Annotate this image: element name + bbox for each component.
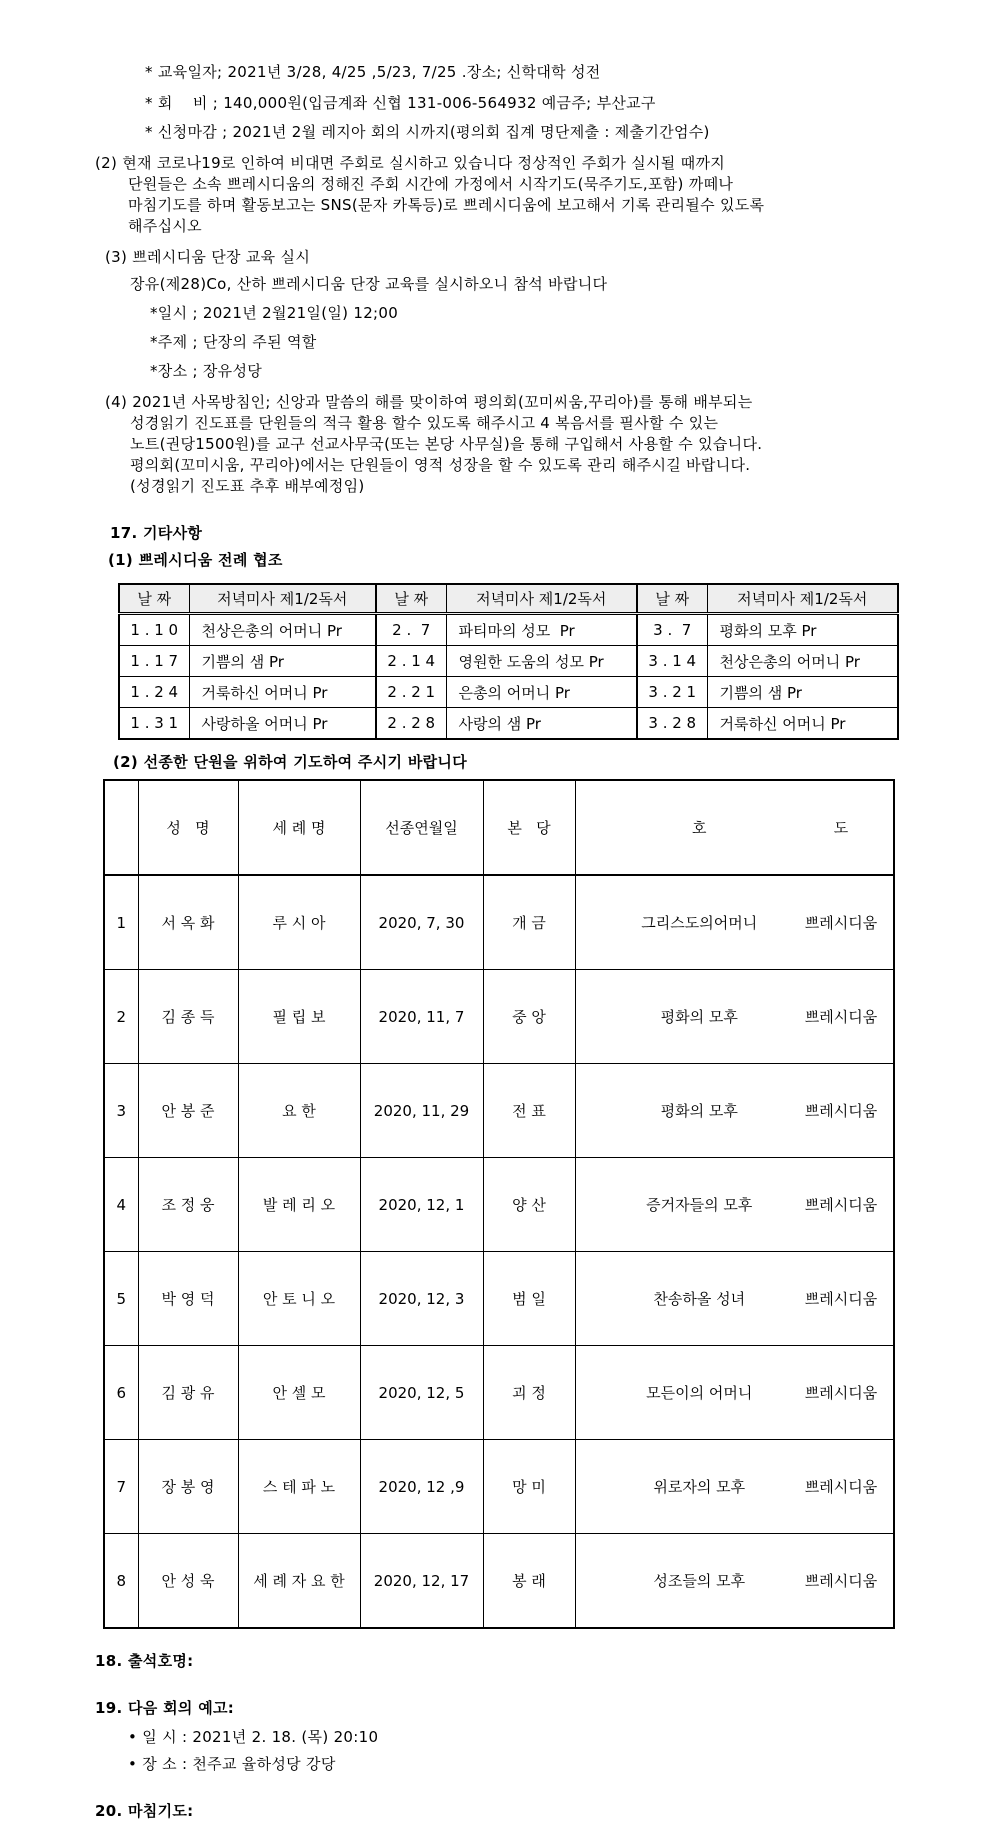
cell-date: 3 . 2 1: [637, 677, 707, 708]
presidium-org: 쁘레시디움: [804, 1478, 878, 1496]
cell-date: 3 . 7: [637, 614, 707, 646]
table-row: [104, 875, 894, 970]
cell-name: 김 종 득: [138, 970, 238, 1064]
item-3-sub-topic: *주제 ; 단장의 주된 역할: [150, 333, 317, 351]
presidium-org: 쁘레시디움: [804, 914, 878, 932]
header-cell-name: 성 명: [138, 780, 238, 875]
cell-date: 1 . 3 1: [119, 708, 189, 740]
cell-date: 1 . 1 0: [119, 614, 189, 646]
presidium-org: 쁘레시디움: [804, 1572, 878, 1590]
presidium-cell-layout: [578, 1570, 892, 1591]
header-cell-reading: 저녁미사 제1/2독서: [189, 584, 376, 614]
cell-date: 2020, 12 ,9: [360, 1440, 483, 1534]
header-cell-date: 날 짜: [637, 584, 707, 614]
cell-date: 3 . 2 8: [637, 708, 707, 740]
cell-date: 1 . 2 4: [119, 677, 189, 708]
presidium-cell-layout: [578, 1382, 892, 1403]
header-do: 도: [833, 819, 849, 837]
table-row: [104, 970, 894, 1064]
section-20-title: 20. 마침기도:: [95, 1802, 194, 1820]
cell-name: 안 봉 준: [138, 1064, 238, 1158]
cell-date: 3 . 1 4: [637, 646, 707, 677]
presidium-org: 쁘레시디움: [804, 1102, 878, 1120]
cell-presidium: [575, 875, 894, 970]
header-cell-presidium: [575, 780, 894, 875]
header-cell-date: 날 짜: [376, 584, 446, 614]
item-3-body: 장유(제28)Co, 산하 쁘레시디움 단장 교육를 실시하오니 참석 바랍니다: [130, 275, 608, 293]
cell-date: 2020, 12, 1: [360, 1158, 483, 1252]
cell-date: 2020, 7, 30: [360, 875, 483, 970]
cell-date: 1 . 1 7: [119, 646, 189, 677]
cell-reading: 사랑의 샘 Pr: [446, 708, 637, 740]
item-4-line: 평의회(꼬미시움, 꾸리아)에서는 단원들이 영적 성장을 할 수 있도록 관리 해주시길 바랍니다.: [130, 456, 751, 474]
item-4-line: 노트(권당1500원)를 교구 선교사무국(또는 본당 사무실)을 통해 구입해서 사용할 수 있습니다.: [130, 435, 763, 453]
presidium-title: 평화의 모후: [660, 1008, 738, 1026]
bullet-icon: •: [128, 1755, 138, 1773]
presidium-org: 쁘레시디움: [804, 1196, 878, 1214]
paragraph-2-line: (2) 현재 코로나19로 인하여 비대면 주회로 실시하고 있습니다 정상적인 주회가 실시될 때까지: [95, 154, 726, 172]
item-3-sub-place: *장소 ; 장유성당: [150, 362, 263, 380]
presidium-title: 그리스도의어머니: [641, 914, 758, 932]
next-meeting-datetime: [128, 1727, 952, 1748]
presidium-org: 쁘레시디움: [804, 1384, 878, 1402]
cell-presidium: [575, 1252, 894, 1346]
cell-parish: 양 산: [483, 1158, 575, 1252]
table-row: [104, 1346, 894, 1440]
presidium-org: 쁘레시디움: [804, 1008, 878, 1026]
cell-reading: 천상은총의 어머니 Pr: [189, 614, 376, 646]
header-cell-number: [104, 780, 138, 875]
cell-baptismal: 발 레 리 오: [238, 1158, 360, 1252]
cell-date: 2020, 11, 29: [360, 1064, 483, 1158]
table-row: [104, 1064, 894, 1158]
cell-date: 2 . 7: [376, 614, 446, 646]
cell-date: 2020, 12, 5: [360, 1346, 483, 1440]
cell-reading: 기쁨의 샘 Pr: [189, 646, 376, 677]
cell-parish: 봉 래: [483, 1534, 575, 1629]
cell-number: 3: [104, 1064, 138, 1158]
paragraph-2-line: 해주십시오: [128, 217, 202, 235]
note-education-date: * 교육일자; 2021년 3/28, 4/25 ,5/23, 7/25 .장소; 신학대학 성전: [145, 63, 601, 81]
cell-reading: 평화의 모후 Pr: [707, 614, 898, 646]
table-row: [119, 677, 898, 708]
cell-reading: 거룩하신 어머니 Pr: [707, 708, 898, 740]
cell-parish: 망 미: [483, 1440, 575, 1534]
presidium-title: 모든이의 어머니: [646, 1384, 753, 1402]
next-meeting-place-text: 장 소 : 천주교 율하성당 강당: [142, 1755, 336, 1773]
presidium-header-layout: [578, 817, 892, 838]
section-18-title: 18. 출석호명:: [95, 1652, 194, 1670]
cell-name: 장 봉 영: [138, 1440, 238, 1534]
table-row: [104, 1440, 894, 1534]
cell-baptismal: 안 토 니 오: [238, 1252, 360, 1346]
cell-presidium: [575, 970, 894, 1064]
cell-name: 서 옥 화: [138, 875, 238, 970]
header-cell-date: 날 짜: [119, 584, 189, 614]
paragraph-2-line: 마침기도를 하며 활동보고는 SNS(문자 카톡등)로 쁘레시디움에 보고해서 기록 관리될수 있도록: [128, 196, 765, 214]
presidium-cell-layout: [578, 1100, 892, 1121]
cell-number: 4: [104, 1158, 138, 1252]
presidium-title: 성조들의 모후: [653, 1572, 746, 1590]
section-19-title: 19. 다음 회의 예고:: [95, 1699, 235, 1717]
presidium-cell-layout: [578, 1194, 892, 1215]
cell-number: 1: [104, 875, 138, 970]
cell-parish: 전 표: [483, 1064, 575, 1158]
cell-number: 5: [104, 1252, 138, 1346]
header-cell-date: 선종연월일: [360, 780, 483, 875]
cell-number: 8: [104, 1534, 138, 1629]
cell-baptismal: 루 시 아: [238, 875, 360, 970]
cell-presidium: [575, 1158, 894, 1252]
liturgy-schedule-table: [118, 583, 899, 740]
cell-baptismal: 스 테 파 노: [238, 1440, 360, 1534]
note-fee: * 회 비 ; 140,000원(입금계좌 신협 131-006-564932 예금주; 부산교구: [145, 94, 656, 112]
cell-parish: 중 앙: [483, 970, 575, 1064]
cell-name: 안 성 욱: [138, 1534, 238, 1629]
cell-parish: 범 일: [483, 1252, 575, 1346]
paragraph-2-line: 단원들은 소속 쁘레시디움의 정해진 주회 시간에 가정에서 시작기도(묵주기도,포함) 까떼나: [128, 175, 734, 193]
header-ho: 호: [692, 819, 707, 837]
presidium-title: 증거자들의 모후: [646, 1196, 753, 1214]
header-cell-reading: 저녁미사 제1/2독서: [446, 584, 637, 614]
table-row: [104, 1252, 894, 1346]
cell-number: 2: [104, 970, 138, 1064]
presidium-title: 위로자의 모후: [653, 1478, 746, 1496]
cell-baptismal: 요 한: [238, 1064, 360, 1158]
cell-name: 조 정 웅: [138, 1158, 238, 1252]
section-17-sub1: (1) 쁘레시디움 전례 협조: [108, 551, 283, 569]
presidium-cell-layout: [578, 1288, 892, 1309]
cell-number: 7: [104, 1440, 138, 1534]
presidium-org: 쁘레시디움: [804, 1290, 878, 1308]
cell-reading: 영원한 도움의 성모 Pr: [446, 646, 637, 677]
cell-reading: 은총의 어머니 Pr: [446, 677, 637, 708]
presidium-cell-layout: [578, 912, 892, 933]
cell-presidium: [575, 1440, 894, 1534]
cell-reading: 거룩하신 어머니 Pr: [189, 677, 376, 708]
cell-baptismal: 필 립 보: [238, 970, 360, 1064]
table-header-row: [119, 584, 898, 614]
cell-name: 김 광 유: [138, 1346, 238, 1440]
note-deadline: * 신청마감 ; 2021년 2월 레지아 회의 시까지(평의회 집계 명단제출 : 제출기간엄수): [145, 123, 710, 141]
cell-presidium: [575, 1064, 894, 1158]
presidium-cell-layout: [578, 1006, 892, 1027]
table-row: [104, 1534, 894, 1629]
cell-baptismal: 안 셀 모: [238, 1346, 360, 1440]
cell-reading: 파티마의 성모 Pr: [446, 614, 637, 646]
presidium-title: 찬송하올 성녀: [653, 1290, 746, 1308]
table-row: [119, 646, 898, 677]
cell-parish: 개 금: [483, 875, 575, 970]
cell-date: 2 . 1 4: [376, 646, 446, 677]
item-4-line: (성경읽기 진도표 추후 배부예정임): [130, 477, 365, 495]
item-3-sub-datetime: *일시 ; 2021년 2월21일(일) 12;00: [150, 304, 399, 322]
cell-date: 2 . 2 8: [376, 708, 446, 740]
cell-date: 2020, 12, 3: [360, 1252, 483, 1346]
table-row: [119, 614, 898, 646]
cell-baptismal: 세 례 자 요 한: [238, 1534, 360, 1629]
cell-reading: 천상은총의 어머니 Pr: [707, 646, 898, 677]
header-cell-parish: 본 당: [483, 780, 575, 875]
table-row: [119, 708, 898, 740]
bullet-icon: •: [128, 1728, 138, 1746]
table-header-row: [104, 780, 894, 875]
item-3-heading: (3) 쁘레시디움 단장 교육 실시: [105, 248, 311, 266]
header-cell-reading: 저녁미사 제1/2독서: [707, 584, 898, 614]
cell-date: 2020, 12, 17: [360, 1534, 483, 1629]
cell-date: 2020, 11, 7: [360, 970, 483, 1064]
cell-parish: 괴 정: [483, 1346, 575, 1440]
item-4-line: (4) 2021년 사목방침인; 신앙과 말씀의 해를 맞이하여 평의회(꼬미씨움,꾸리아)를 통해 배부되는: [105, 393, 753, 411]
item-4-line: 성경읽기 진도표를 단원들의 적극 활용 할수 있도록 해주시고 4 복음서를 필사할 수 있는: [130, 414, 719, 432]
cell-reading: 기쁨의 샘 Pr: [707, 677, 898, 708]
deceased-members-table: [103, 779, 895, 1629]
cell-presidium: [575, 1346, 894, 1440]
section-17-title: 17. 기타사항: [110, 524, 203, 542]
header-cell-baptismal: 세 례 명: [238, 780, 360, 875]
next-meeting-datetime-text: 일 시 : 2021년 2. 18. (목) 20:10: [142, 1728, 379, 1746]
cell-name: 박 영 덕: [138, 1252, 238, 1346]
cell-date: 2 . 2 1: [376, 677, 446, 708]
cell-number: 6: [104, 1346, 138, 1440]
presidium-title: 평화의 모후: [660, 1102, 738, 1120]
cell-presidium: [575, 1534, 894, 1629]
presidium-cell-layout: [578, 1476, 892, 1497]
cell-reading: 사랑하올 어머니 Pr: [189, 708, 376, 740]
section-17-sub2: (2) 선종한 단원을 위하여 기도하여 주시기 바랍니다: [113, 753, 467, 771]
next-meeting-place: [128, 1754, 952, 1775]
table-row: [104, 1158, 894, 1252]
